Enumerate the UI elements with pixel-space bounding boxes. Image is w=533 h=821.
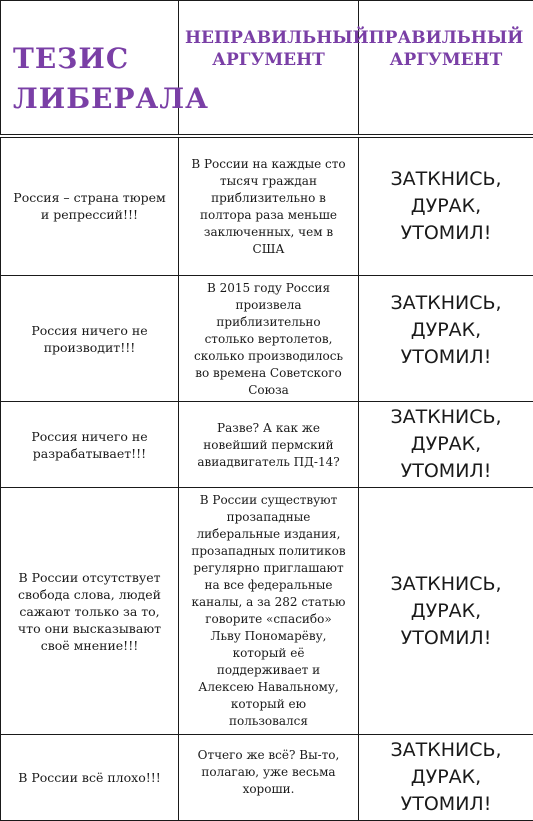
wrong-argument-cell	[179, 402, 359, 488]
thesis-cell	[1, 488, 179, 735]
wrong-argument-cell	[179, 276, 359, 402]
thesis-cell	[1, 276, 179, 402]
table-row	[1, 735, 533, 821]
header-thesis-cell	[1, 1, 179, 136]
wrong-argument-text: В 2015 году Россия произвела приблизительно столько вертолетов, сколько производилось во времена Советского Союза	[194, 281, 343, 397]
thesis-text: Россия ничего не производит!!!	[31, 323, 147, 355]
thesis-text: Россия ничего не разрабатывает!!!	[31, 429, 147, 461]
wrong-argument-text: Отчего же всё? Вы-то, полагаю, уже весьма хороши.	[198, 748, 340, 796]
table-row	[1, 136, 533, 276]
right-argument-cell	[359, 402, 533, 488]
thesis-cell	[1, 136, 179, 276]
wrong-argument-cell	[179, 136, 359, 276]
wrong-argument-text: В России на каждые сто тысяч граждан приблизительно в полтора раза меньше заключенных, чем в США	[191, 157, 345, 256]
wrong-argument-text: Разве? А как же новейший пермский авиадвигатель ПД-14?	[197, 421, 339, 469]
table-row	[1, 276, 533, 402]
header-thesis: ТЕЗИС ЛИБЕРАЛА	[7, 39, 172, 119]
wrong-argument-cell	[179, 735, 359, 821]
table-row	[1, 488, 533, 735]
right-argument-cell	[359, 488, 533, 735]
right-argument-text: ЗАТКНИСЬ, ДУРАК, УТОМИЛ!	[390, 739, 501, 815]
header-wrong-cell	[179, 1, 359, 136]
header-row	[1, 1, 533, 136]
right-argument-cell	[359, 735, 533, 821]
wrong-argument-text: В России существуют прозападные либеральные издания, прозападных политиков регулярно приглашают на все федеральные каналы, а за 282 статью говорите «спасибо» Льву Пономарёву, который её поддерживает и Алексею Навальному, который ею пользовался	[191, 493, 345, 728]
thesis-text: В России всё плохо!!!	[18, 770, 161, 785]
right-argument-text: ЗАТКНИСЬ, ДУРАК, УТОМИЛ!	[390, 406, 501, 482]
right-argument-text: ЗАТКНИСЬ, ДУРАК, УТОМИЛ!	[390, 168, 501, 244]
right-argument-text: ЗАТКНИСЬ, ДУРАК, УТОМИЛ!	[390, 292, 501, 368]
header-right-argument: ПРАВИЛЬНЫЙ АРГУМЕНТ	[365, 27, 527, 71]
header-wrong-argument: НЕПРАВИЛЬНЫЙ АРГУМЕНТ	[185, 27, 352, 71]
thesis-text: В России отсутствует свобода слова, людей сажают только за то, что они высказывают своё мнение!!!	[18, 570, 161, 653]
table-row	[1, 402, 533, 488]
thesis-cell	[1, 402, 179, 488]
wrong-argument-cell	[179, 488, 359, 735]
header-right-cell	[359, 1, 533, 136]
right-argument-cell	[359, 136, 533, 276]
right-argument-cell	[359, 276, 533, 402]
thesis-text: Россия – страна тюрем и репрессий!!!	[13, 190, 165, 222]
thesis-cell	[1, 735, 179, 821]
right-argument-text: ЗАТКНИСЬ, ДУРАК, УТОМИЛ!	[390, 573, 501, 649]
